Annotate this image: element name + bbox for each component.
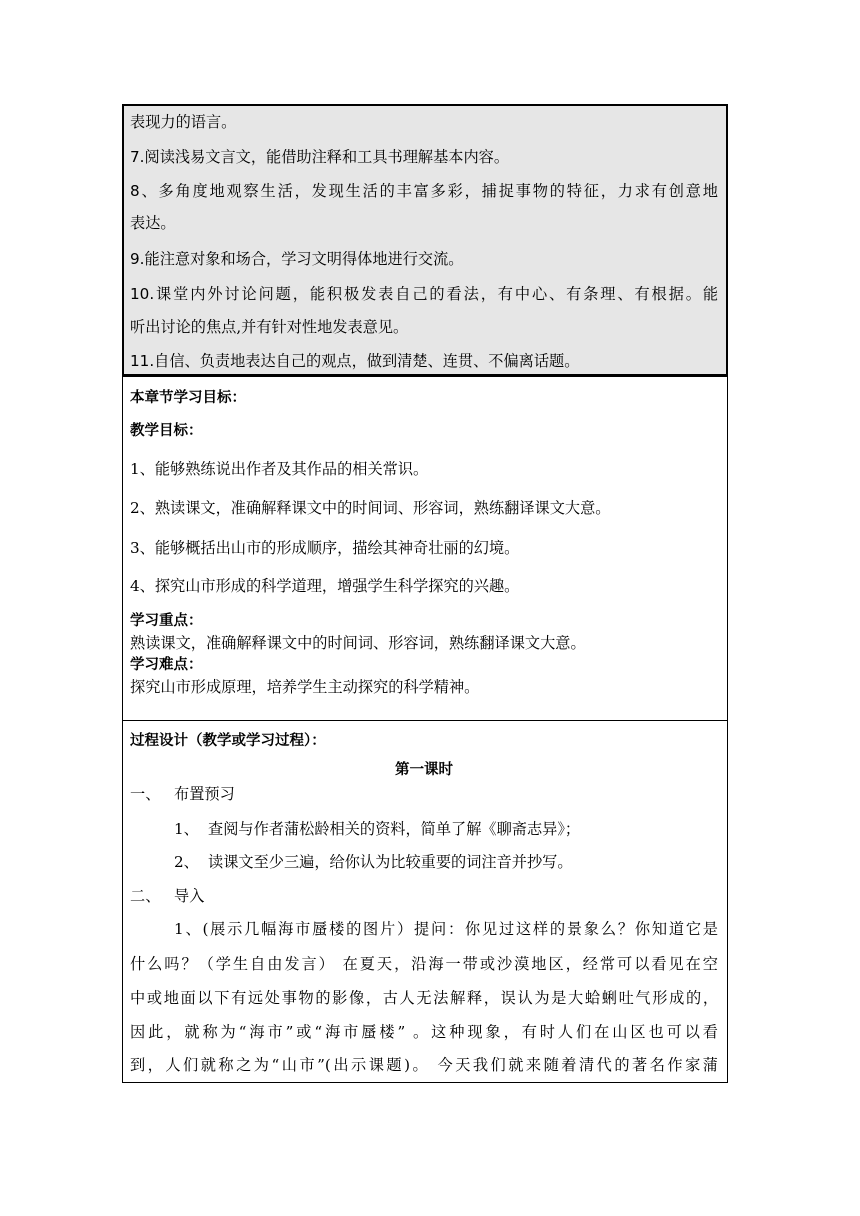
item-number: 10.: [130, 285, 155, 303]
step-1-number: 一、: [130, 785, 161, 803]
preview-item-text: 查阅与作者蒲松龄相关的资料，简单了解《聊斋志异》；: [208, 820, 581, 838]
step-2-number: 二、: [130, 887, 161, 905]
standard-item-8-line-2: 表达。: [130, 214, 176, 232]
item-text: 课堂内外讨论问题，能积极发表自己的看法，有中心、有条理、有根据。能: [154, 285, 718, 303]
goal-item: 4、探究山市形成的科学道理，增强学生科学探究的兴趣。: [130, 577, 520, 595]
item-text: 多角度地观察生活，发现生活的丰富多彩，捕捉事物的特征，力求有创意地: [158, 182, 718, 200]
goal-item: 3、能够概括出山市的形成顺序，描绘其神奇壮丽的幻境。: [130, 539, 520, 557]
intro-paragraph-line: 因此，就称为“海市”或“海市蜃楼” 。这种现象，有时人们在山区也可以看: [130, 1023, 718, 1041]
standard-item-9: [130, 250, 463, 268]
step-2-title: 导入: [174, 887, 205, 905]
chapter-goals-heading: 本章节学习目标：: [130, 390, 246, 406]
intro-paragraph-line: 1、(展示几幅海市蜃楼的图片）提问：你见过这样的景象么？你知道它是: [174, 920, 718, 938]
standard-item-10-line-1: [130, 285, 718, 303]
process-heading: 过程设计（教学或学习过程）：: [130, 733, 326, 749]
intro-paragraph-line: 中或地面以下有远处事物的影像，古人无法解释，误认为是大蛤蜊吐气形成的，: [130, 989, 718, 1007]
curriculum-standards-box: [122, 104, 728, 377]
lesson-title: 第一课时: [395, 762, 453, 778]
item-text: 阅读浅易文言文，能借助注释和工具书理解基本内容。: [144, 148, 509, 166]
standard-item-7: [130, 148, 509, 166]
goal-item: 2、熟读课文，准确解释课文中的时间词、形容词，熟练翻译课文大意。: [130, 499, 611, 517]
intro-paragraph-line: 到，人们就称之为“山市”(出示课题)。 今天我们就来随着清代的著名作家蒲: [130, 1056, 718, 1074]
standard-item-10-line-2: 听出讨论的焦点,并有针对性地发表意见。: [130, 318, 409, 336]
key-points-text: 熟读课文，准确解释课文中的时间词、形容词，熟练翻译课文大意。: [130, 634, 586, 652]
preview-item-number: 2、: [174, 853, 199, 871]
preview-item-number: 1、: [174, 820, 199, 838]
standard-item-11: [130, 352, 579, 370]
step-1-title: 布置预习: [174, 785, 235, 803]
item-number: 11.: [130, 352, 155, 370]
item-text: 自信、负责地表达自己的观点，做到清楚、连贯、不偏离话题。: [154, 352, 580, 370]
item-number: 9.: [130, 250, 145, 268]
item-number: 8、: [130, 182, 159, 200]
standard-item-8-line-1: [130, 182, 718, 200]
item-text: 能注意对象和场合，学习文明得体地进行交流。: [144, 250, 464, 268]
standards-line-continuation: 表现力的语言。: [130, 113, 237, 131]
intro-paragraph-line: 什么吗？（学生自由发言） 在夏天，沿海一带或沙漠地区，经常可以看见在空: [130, 955, 718, 973]
difficulty-text: 探究山市形成原理，培养学生主动探究的科学精神。: [130, 678, 480, 696]
difficulty-heading: 学习难点：: [130, 657, 203, 673]
teaching-goals-heading: 教学目标：: [130, 423, 203, 439]
key-points-heading: 学习重点：: [130, 613, 203, 629]
item-number: 7.: [130, 148, 145, 166]
preview-item-text: 读课文至少三遍，给你认为比较重要的词注音并抄写。: [208, 853, 573, 871]
goal-item: 1、能够熟练说出作者及其作品的相关常识。: [130, 460, 429, 478]
